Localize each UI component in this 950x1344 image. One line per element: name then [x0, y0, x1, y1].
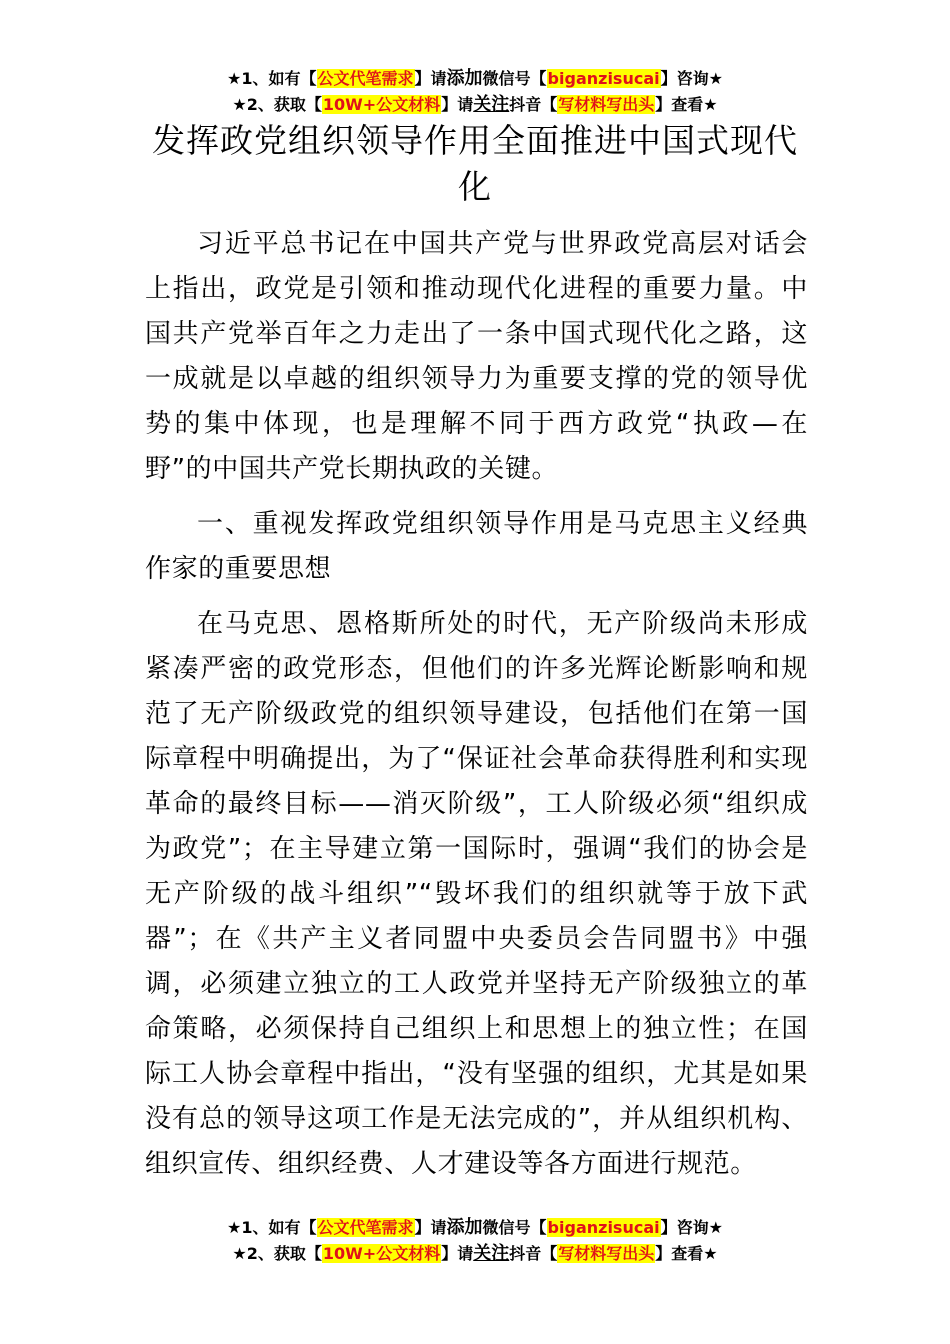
- banner-highlight: 公文代笔需求: [317, 69, 414, 88]
- banner-emphasis: 添加: [446, 68, 483, 89]
- banner-highlight: 10W+公文材料: [322, 1244, 441, 1263]
- document-title: 发挥政党组织领导作用全面推进中国式现代化: [152, 121, 798, 206]
- banner-prefix: ★2、获取【: [232, 95, 322, 114]
- banner-prefix: ★1、如有【: [227, 1218, 317, 1237]
- banner-wechat-id: biganzisucai: [547, 1218, 660, 1237]
- banner-line-1: [0, 1215, 950, 1241]
- banner-highlight: 10W+公文材料: [322, 95, 441, 114]
- banner-text: 】请: [441, 95, 474, 114]
- banner-douyin-id: 写材料写出头: [558, 1244, 655, 1263]
- banner-emphasis: 关注: [473, 1243, 510, 1264]
- banner-wechat-id: biganzisucai: [547, 69, 660, 88]
- banner-emphasis: 关注: [473, 94, 510, 115]
- banner-text: 】请: [414, 1218, 447, 1237]
- banner-text: 微信号【: [482, 1218, 547, 1237]
- banner-suffix: 】查看★: [655, 95, 718, 114]
- banner-text: 抖音【: [509, 95, 558, 114]
- banner-line-2: [0, 92, 950, 118]
- footer-banner: [0, 1215, 950, 1267]
- banner-prefix: ★1、如有【: [227, 69, 317, 88]
- banner-suffix: 】咨询★: [660, 69, 723, 88]
- banner-line-2: [0, 1241, 950, 1267]
- banner-text: 抖音【: [509, 1244, 558, 1263]
- header-banner: [0, 66, 950, 118]
- banner-prefix: ★2、获取【: [232, 1244, 322, 1263]
- document-body: [145, 222, 808, 1197]
- banner-highlight: 公文代笔需求: [317, 1218, 414, 1237]
- banner-text: 】请: [414, 69, 447, 88]
- banner-douyin-id: 写材料写出头: [558, 95, 655, 114]
- paragraph-intro: 习近平总书记在中国共产党与世界政党高层对话会上指出，政党是引领和推动现代化进程的重要力量。中国共产党举百年之力走出了一条中国式现代化之路，这一成就是以卓越的组织领导力为重要支撑的党的领导优势的集中体现，也是理解不同于西方政党“执政—在野”的中国共产党长期执政的关键。: [145, 229, 808, 484]
- banner-suffix: 】咨询★: [660, 1218, 723, 1237]
- section-heading: 一、重视发挥政党组织领导作用是马克思主义经典作家的重要思想: [145, 509, 808, 584]
- banner-suffix: 】查看★: [655, 1244, 718, 1263]
- banner-text: 微信号【: [482, 69, 547, 88]
- paragraph-body: 在马克思、恩格斯所处的时代，无产阶级尚未形成紧凑严密的政党形态，但他们的许多光辉论断影响和规范了无产阶级政党的组织领导建设，包括他们在第一国际章程中明确提出，为了“保证社会革命获得胜利和实现革命的最终目标——消灭阶级”，工人阶级必须“组织成为政党”；在主导建立第一国际时，强调“我们的协会是无产阶级的战斗组织”“毁坏我们的组织就等于放下武器”；在《共产主义者同盟中央委员会告同盟书》中强调，必须建立独立的工人政党并坚持无产阶级独立的革命策略，必须保持自己组织上和思想上的独立性；在国际工人协会章程中指出，“没有坚强的组织，尤其是如果没有总的领导这项工作是无法完成的”，并从组织机构、组织宣传、组织经费、人才建设等各方面进行规范。: [145, 609, 808, 1179]
- banner-emphasis: 添加: [446, 1217, 483, 1238]
- banner-line-1: [0, 66, 950, 92]
- banner-text: 】请: [441, 1244, 474, 1263]
